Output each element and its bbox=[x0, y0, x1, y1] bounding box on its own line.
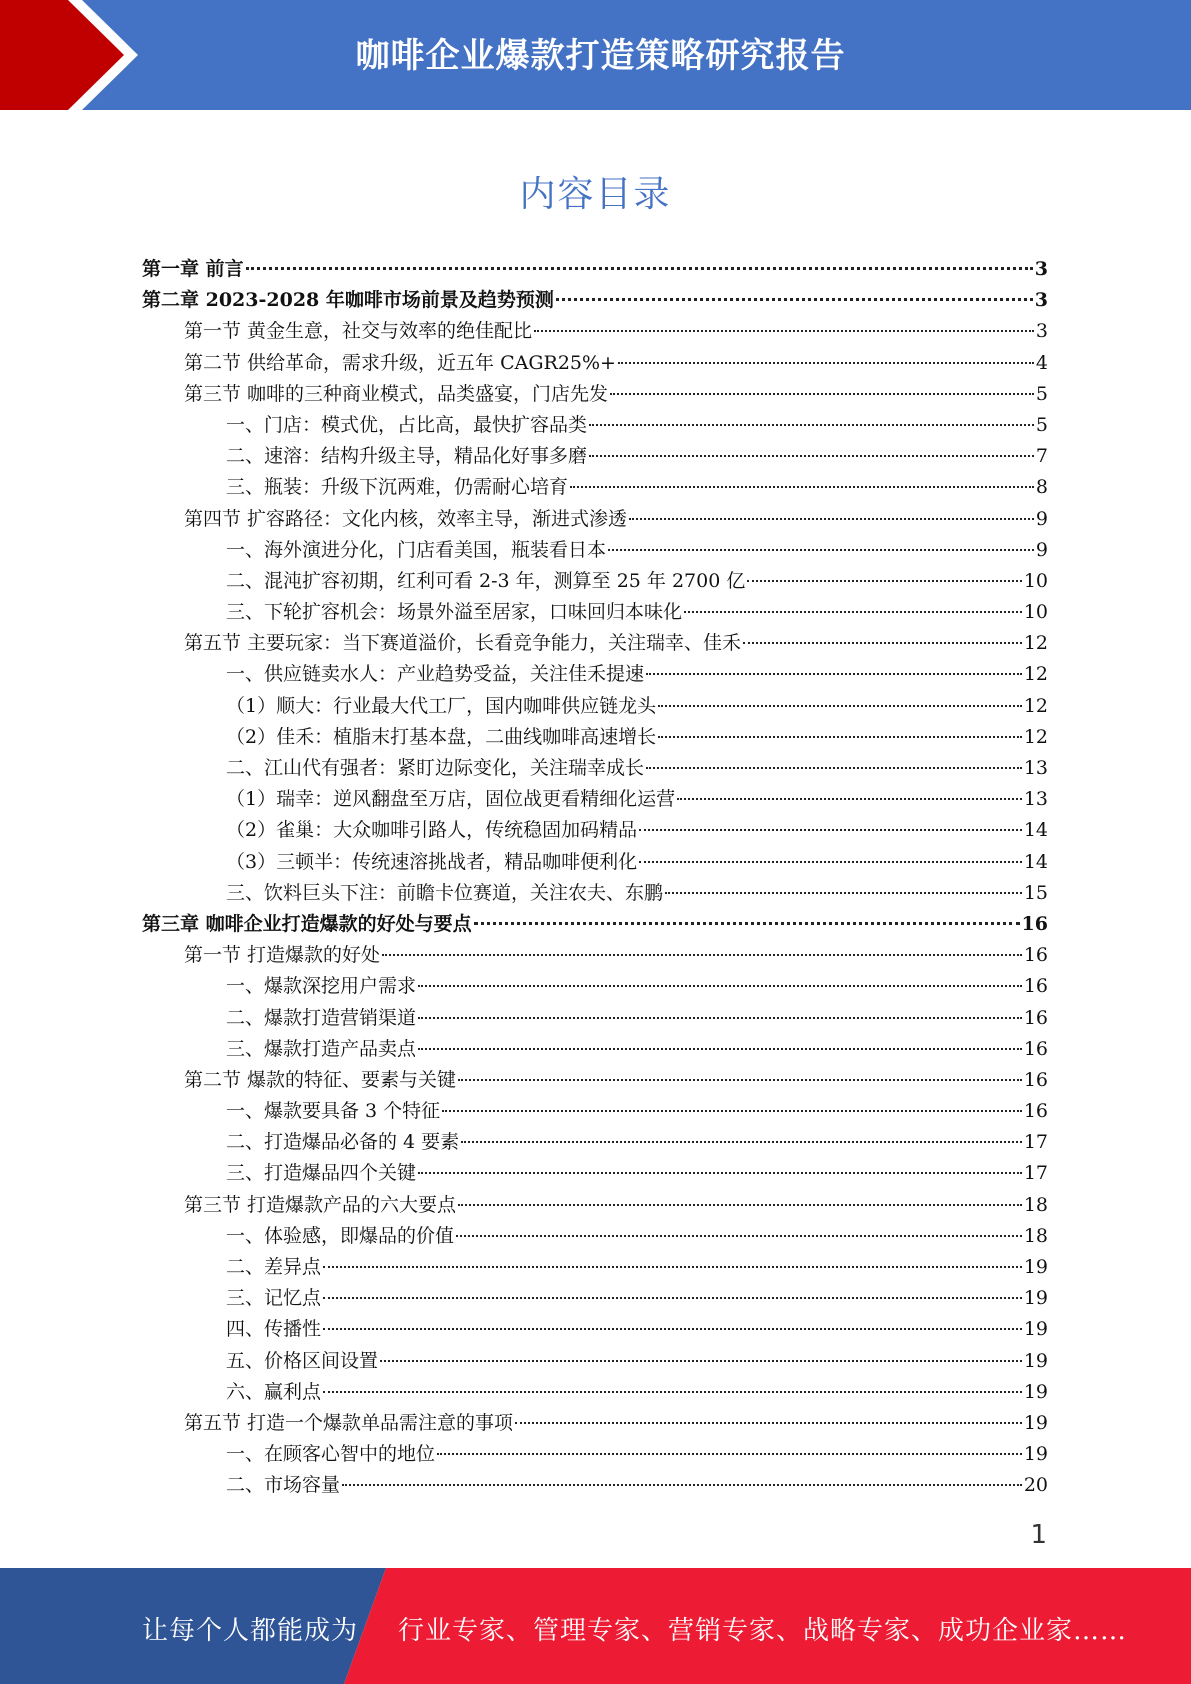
dot-leader bbox=[677, 798, 1022, 800]
toc-entry-title: 第一节 黄金生意，社交与效率的绝佳配比 bbox=[184, 320, 533, 343]
toc-entry[interactable] bbox=[142, 1439, 1048, 1470]
toc-entry-title: （2）佳禾：植脂末打基本盘，二曲线咖啡高速增长 bbox=[226, 725, 657, 748]
toc-entry[interactable] bbox=[142, 410, 1048, 441]
toc-entry-title: 二、江山代有强者：紧盯边际变化，关注瑞幸成长 bbox=[226, 757, 645, 779]
dot-leader bbox=[589, 455, 1034, 457]
toc-entry-page: 12 bbox=[1023, 694, 1048, 717]
toc-entry[interactable] bbox=[142, 1096, 1048, 1127]
toc-entry-page: 5 bbox=[1035, 382, 1048, 405]
toc-entry[interactable] bbox=[142, 1346, 1048, 1377]
table-of-contents bbox=[142, 254, 1048, 1502]
toc-entry[interactable] bbox=[142, 1158, 1048, 1189]
dot-leader bbox=[658, 705, 1022, 707]
dot-leader bbox=[629, 518, 1034, 520]
toc-entry-page: 12 bbox=[1023, 663, 1048, 686]
dot-leader bbox=[743, 642, 1022, 644]
dot-leader bbox=[747, 580, 1021, 582]
toc-entry-page: 19 bbox=[1023, 1411, 1048, 1434]
toc-entry-page: 16 bbox=[1021, 912, 1048, 935]
toc-entry-title: 第五节 打造一个爆款单品需注意的事项 bbox=[184, 1411, 514, 1434]
dot-leader bbox=[323, 1266, 1022, 1268]
toc-entry[interactable] bbox=[142, 784, 1048, 815]
dot-leader bbox=[639, 861, 1022, 863]
toc-entry-page: 13 bbox=[1023, 788, 1048, 811]
toc-entry[interactable] bbox=[142, 348, 1048, 379]
toc-entry-page: 7 bbox=[1035, 445, 1048, 468]
toc-entry[interactable] bbox=[142, 1127, 1048, 1158]
toc-entry[interactable] bbox=[142, 472, 1048, 503]
toc-entry-title: 三、打造爆品四个关键 bbox=[226, 1162, 417, 1185]
toc-entry-title: 二、市场容量 bbox=[226, 1474, 341, 1497]
page-number: 1 bbox=[1030, 1520, 1047, 1550]
dot-leader bbox=[570, 486, 1034, 488]
toc-entry[interactable] bbox=[142, 1408, 1048, 1439]
dot-leader bbox=[665, 892, 1022, 894]
toc-entry-title: 第三节 咖啡的三种商业模式，品类盛宴，门店先发 bbox=[184, 382, 609, 405]
toc-entry-page: 13 bbox=[1023, 757, 1048, 779]
dot-leader bbox=[639, 829, 1022, 831]
toc-entry-page: 9 bbox=[1035, 507, 1048, 530]
toc-entry-page: 16 bbox=[1023, 1068, 1048, 1091]
toc-entry[interactable] bbox=[142, 659, 1048, 690]
toc-entry-title: 第四节 扩容路径：文化内核，效率主导，渐进式渗透 bbox=[184, 507, 628, 530]
dot-leader bbox=[382, 954, 1022, 956]
toc-entry-page: 16 bbox=[1023, 1006, 1048, 1029]
toc-entry[interactable] bbox=[142, 566, 1048, 597]
toc-entry-page: 3 bbox=[1034, 258, 1048, 280]
dot-leader bbox=[246, 267, 1033, 270]
dot-leader bbox=[618, 362, 1034, 364]
toc-entry[interactable] bbox=[142, 878, 1048, 909]
toc-entry[interactable] bbox=[142, 1003, 1048, 1034]
toc-entry-page: 20 bbox=[1023, 1474, 1048, 1497]
toc-entry[interactable] bbox=[142, 722, 1048, 753]
toc-entry-title: 三、下轮扩容机会：场景外溢至居家，口味回归本味化 bbox=[226, 601, 683, 624]
dot-leader bbox=[418, 1172, 1022, 1174]
toc-entry-page: 19 bbox=[1023, 1318, 1048, 1341]
toc-entry-title: 二、混沌扩容初期，红利可看 2-3 年，测算至 25 年 2700 亿 bbox=[226, 569, 746, 592]
toc-entry[interactable] bbox=[142, 1283, 1048, 1314]
toc-entry-title: 二、速溶：结构升级主导，精品化好事多磨 bbox=[226, 445, 588, 468]
dot-leader bbox=[474, 922, 1020, 925]
dot-leader bbox=[437, 1453, 1022, 1455]
toc-entry[interactable] bbox=[142, 285, 1048, 316]
toc-entry[interactable] bbox=[142, 1034, 1048, 1065]
dot-leader bbox=[608, 549, 1034, 551]
dot-leader bbox=[658, 736, 1022, 738]
toc-entry-page: 10 bbox=[1023, 569, 1048, 592]
toc-entry-title: （1）瑞幸：逆风翻盘至万店，固位战更看精细化运营 bbox=[226, 788, 676, 811]
toc-entry-page: 19 bbox=[1023, 1256, 1048, 1278]
toc-entry[interactable] bbox=[142, 691, 1048, 722]
dot-leader bbox=[418, 985, 1022, 987]
toc-entry-page: 14 bbox=[1023, 850, 1048, 873]
toc-entry-page: 3 bbox=[1034, 289, 1048, 312]
toc-entry[interactable] bbox=[142, 1190, 1048, 1221]
toc-entry-title: 一、供应链卖水人：产业趋势受益，关注佳禾提速 bbox=[226, 663, 645, 686]
toc-entry-title: 一、爆款要具备 3 个特征 bbox=[226, 1100, 441, 1123]
dot-leader bbox=[380, 1360, 1022, 1362]
toc-entry-page: 16 bbox=[1023, 1037, 1048, 1060]
dot-leader bbox=[418, 1017, 1022, 1019]
toc-entry[interactable] bbox=[142, 316, 1048, 347]
toc-entry-page: 10 bbox=[1023, 601, 1048, 624]
toc-entry-page: 18 bbox=[1023, 1193, 1048, 1216]
toc-entry[interactable] bbox=[142, 441, 1048, 472]
toc-entry-title: 第一节 打造爆款的好处 bbox=[184, 944, 381, 967]
toc-entry-title: 二、爆款打造营销渠道 bbox=[226, 1006, 417, 1029]
toc-entry[interactable] bbox=[142, 379, 1048, 410]
dot-leader bbox=[556, 298, 1033, 301]
toc-entry[interactable] bbox=[142, 628, 1048, 659]
toc-entry[interactable] bbox=[142, 909, 1048, 940]
toc-entry-page: 16 bbox=[1023, 975, 1048, 998]
toc-entry[interactable] bbox=[142, 535, 1048, 566]
dot-leader bbox=[515, 1422, 1022, 1424]
dot-leader bbox=[458, 1079, 1022, 1081]
dot-leader bbox=[456, 1235, 1022, 1237]
toc-entry-title: 五、价格区间设置 bbox=[226, 1349, 379, 1372]
toc-entry-title: 三、爆款打造产品卖点 bbox=[226, 1037, 417, 1060]
toc-entry-title: 第一章 前言 bbox=[142, 258, 244, 280]
dot-leader bbox=[646, 673, 1022, 675]
toc-entry-page: 19 bbox=[1023, 1443, 1048, 1466]
toc-entry-page: 12 bbox=[1023, 632, 1048, 655]
toc-entry-title: 四、传播性 bbox=[226, 1318, 322, 1341]
toc-entry-page: 9 bbox=[1035, 538, 1048, 561]
toc-entry[interactable] bbox=[142, 940, 1048, 971]
toc-entry-title: 第二节 爆款的特征、要素与关键 bbox=[184, 1068, 457, 1091]
toc-entry[interactable] bbox=[142, 1065, 1048, 1096]
toc-entry[interactable] bbox=[142, 815, 1048, 846]
toc-entry-page: 8 bbox=[1035, 476, 1048, 499]
toc-entry[interactable] bbox=[142, 1221, 1048, 1252]
toc-entry[interactable] bbox=[142, 254, 1048, 285]
toc-entry-title: 三、饮料巨头下注：前瞻卡位赛道，关注农夫、东鹏 bbox=[226, 881, 664, 904]
toc-entry-title: 六、赢利点 bbox=[226, 1380, 322, 1403]
toc-entry[interactable] bbox=[142, 504, 1048, 535]
dot-leader bbox=[684, 611, 1022, 613]
toc-entry-page: 17 bbox=[1023, 1162, 1048, 1185]
toc-entry-title: 一、在顾客心智中的地位 bbox=[226, 1443, 436, 1466]
dot-leader bbox=[323, 1391, 1022, 1393]
toc-entry-title: 二、差异点 bbox=[226, 1256, 322, 1278]
toc-entry-title: 一、门店：模式优，占比高，最快扩容品类 bbox=[226, 413, 588, 436]
toc-entry-title: （1）顺大：行业最大代工厂，国内咖啡供应链龙头 bbox=[226, 694, 657, 717]
dot-leader bbox=[418, 1048, 1022, 1050]
toc-entry-page: 19 bbox=[1023, 1349, 1048, 1372]
toc-entry-page: 5 bbox=[1035, 413, 1048, 436]
toc-entry-title: （2）雀巢：大众咖啡引路人，传统稳固加码精品 bbox=[226, 819, 638, 842]
dot-leader bbox=[534, 330, 1034, 332]
toc-entry-title: （3）三顿半：传统速溶挑战者，精品咖啡便利化 bbox=[226, 850, 638, 873]
toc-entry-page: 3 bbox=[1035, 320, 1048, 343]
toc-entry-page: 17 bbox=[1023, 1131, 1048, 1154]
toc-entry-page: 12 bbox=[1023, 725, 1048, 748]
toc-entry-page: 15 bbox=[1023, 881, 1048, 904]
toc-entry[interactable] bbox=[142, 597, 1048, 628]
toc-entry-page: 16 bbox=[1023, 1100, 1048, 1123]
footer-slogan-left: 让每个人都能成为 bbox=[142, 1616, 359, 1646]
toc-heading: 内容目录 bbox=[519, 174, 672, 215]
dot-leader bbox=[610, 393, 1034, 395]
toc-entry-title: 第二节 供给革命，需求升级，近五年 CAGR25%+ bbox=[184, 351, 616, 374]
toc-entry[interactable] bbox=[142, 847, 1048, 878]
dot-leader bbox=[589, 424, 1034, 426]
dot-leader bbox=[442, 1110, 1022, 1112]
toc-entry-title: 二、打造爆品必备的 4 要素 bbox=[226, 1131, 460, 1154]
footer-slogan-right: 行业专家、管理专家、营销专家、战略专家、成功企业家…… bbox=[398, 1616, 1128, 1646]
toc-entry-title: 三、瓶装：升级下沉两难，仍需耐心培育 bbox=[226, 476, 569, 499]
toc-entry-page: 18 bbox=[1023, 1224, 1048, 1247]
toc-entry-title: 第三章 咖啡企业打造爆款的好处与要点 bbox=[142, 912, 472, 935]
toc-entry[interactable] bbox=[142, 1377, 1048, 1408]
dot-leader bbox=[458, 1204, 1022, 1206]
dot-leader bbox=[461, 1141, 1022, 1143]
toc-entry-page: 4 bbox=[1035, 351, 1048, 374]
dot-leader bbox=[323, 1297, 1022, 1299]
toc-entry-page: 19 bbox=[1023, 1287, 1048, 1310]
footer-banner bbox=[0, 1568, 1191, 1684]
toc-entry-title: 三、记忆点 bbox=[226, 1287, 322, 1310]
toc-entry-title: 一、体验感，即爆品的价值 bbox=[226, 1224, 455, 1247]
toc-entry-title: 第二章 2023-2028 年咖啡市场前景及趋势预测 bbox=[142, 289, 554, 312]
dot-leader bbox=[323, 1328, 1022, 1330]
report-title: 咖啡企业爆款打造策略研究报告 bbox=[355, 36, 846, 76]
toc-entry-page: 14 bbox=[1023, 819, 1048, 842]
toc-entry[interactable] bbox=[142, 753, 1048, 784]
dot-leader bbox=[342, 1484, 1022, 1486]
toc-entry[interactable] bbox=[142, 971, 1048, 1002]
toc-entry[interactable] bbox=[142, 1314, 1048, 1345]
toc-entry-page: 19 bbox=[1023, 1380, 1048, 1403]
toc-entry[interactable] bbox=[142, 1252, 1048, 1283]
toc-entry-title: 一、海外演进分化，门店看美国，瓶装看日本 bbox=[226, 538, 607, 561]
header-banner bbox=[0, 0, 1191, 110]
toc-entry-page: 16 bbox=[1023, 944, 1048, 967]
toc-entry[interactable] bbox=[142, 1470, 1048, 1501]
toc-entry-title: 第三节 打造爆款产品的六大要点 bbox=[184, 1193, 457, 1216]
dot-leader bbox=[646, 767, 1022, 769]
toc-entry-title: 一、爆款深挖用户需求 bbox=[226, 975, 417, 998]
toc-entry-title: 第五节 主要玩家：当下赛道溢价，长看竞争能力，关注瑞幸、佳禾 bbox=[184, 632, 742, 655]
